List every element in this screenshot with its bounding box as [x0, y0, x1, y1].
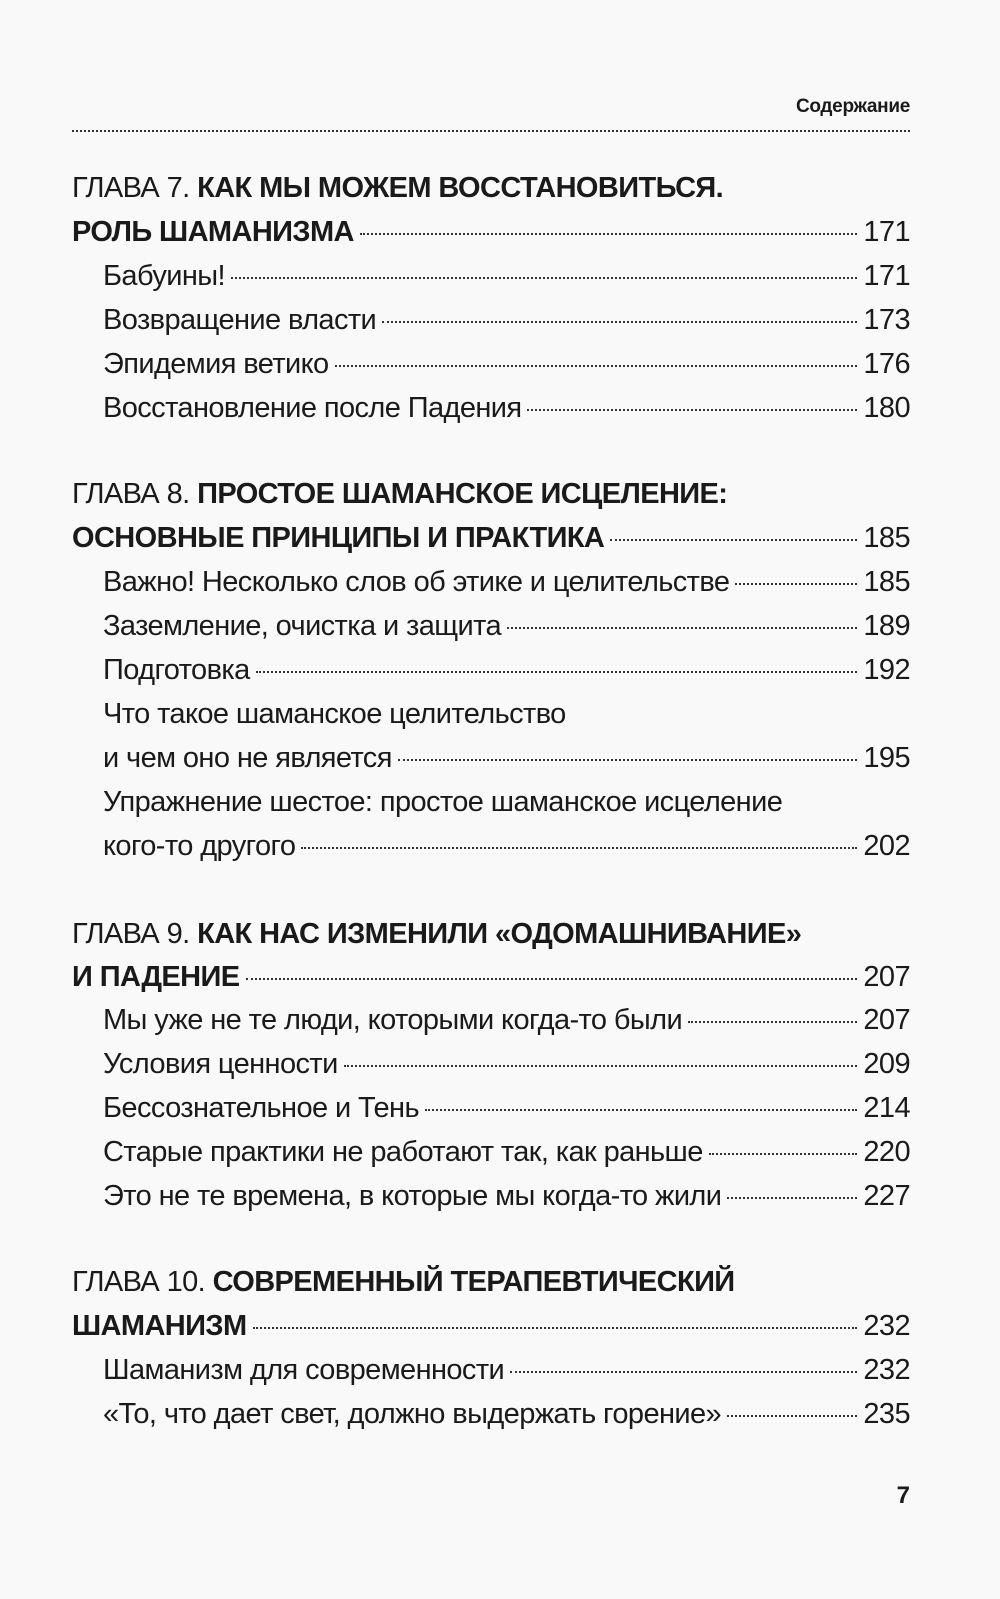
toc-entry-line: [103, 780, 910, 824]
toc-entry: [103, 1130, 910, 1174]
chapter-title: ПРОСТОЕ ШАМАНСКОЕ ИСЦЕЛЕНИЕ:: [197, 478, 728, 510]
leader-dots: [246, 978, 858, 980]
page-ref: 202: [863, 830, 910, 862]
chapter-title: РОЛЬ ШАМАНИЗМА: [72, 216, 354, 248]
page-ref: 173: [863, 304, 910, 336]
page-ref: 189: [863, 610, 910, 642]
running-header: Содержание: [795, 96, 910, 117]
toc-entry: [103, 1392, 910, 1436]
entry-title: Бессознательное и Тень: [103, 1092, 419, 1124]
toc-entry: [103, 736, 910, 780]
page-ref: 207: [863, 961, 910, 993]
page-ref: 220: [863, 1136, 910, 1168]
page-ref: 232: [863, 1310, 910, 1342]
chapter-8-entry: [72, 516, 910, 560]
page-ref: 232: [863, 1354, 910, 1386]
leader-dots: [360, 233, 858, 235]
chapter-label: ГЛАВА 8.: [72, 478, 190, 510]
page-ref: 185: [863, 522, 910, 554]
chapter-title: ОСНОВНЫЕ ПРИНЦИПЫ И ПРАКТИКА: [72, 522, 605, 554]
leader-dots: [727, 1415, 857, 1417]
chapter-9-entry: [72, 955, 910, 999]
chapter-7-entry: [72, 210, 910, 254]
page-ref: 171: [863, 216, 910, 248]
chapter-title: И ПАДЕНИЕ: [72, 961, 240, 993]
toc-entry: [103, 298, 910, 342]
entry-title: Заземление, очистка и защита: [103, 610, 501, 642]
page-ref: 195: [863, 742, 910, 774]
chapter-title: СОВРЕМЕННЫЙ ТЕРАПЕВТИЧЕСКИЙ: [212, 1266, 735, 1298]
leader-dots: [507, 627, 857, 629]
entry-title: Важно! Несколько слов об этике и целительстве: [103, 566, 730, 598]
toc-entry: [103, 386, 910, 430]
entry-title: Возвращение власти: [103, 304, 377, 336]
entry-title: Условия ценности: [103, 1048, 338, 1080]
entry-title: кого-то другого: [103, 830, 296, 862]
entry-title: Это не те времена, в которые мы когда-то жили: [103, 1180, 722, 1212]
leader-dots: [527, 409, 857, 411]
header-divider: [72, 130, 910, 132]
entry-title: Эпидемия ветико: [103, 348, 329, 380]
page-ref: 180: [863, 392, 910, 424]
entry-title: Мы уже не те люди, которыми когда-то были: [103, 1004, 683, 1036]
chapter-10-heading: [72, 1260, 910, 1304]
entry-title: Упражнение шестое: простое шаманское исцеление: [103, 786, 783, 818]
toc-entry: [103, 998, 910, 1042]
entry-title: и чем оно не является: [103, 742, 392, 774]
chapter-9-heading: [72, 912, 910, 956]
leader-dots: [727, 1197, 857, 1199]
leader-dots: [301, 847, 857, 849]
leader-dots: [231, 277, 857, 279]
toc-entry: [103, 1174, 910, 1218]
toc-entry: [103, 604, 910, 648]
entry-title: Бабуины!: [103, 260, 225, 292]
entry-title: Старые практики не работают так, как раньше: [103, 1136, 703, 1168]
leader-dots: [610, 539, 857, 541]
chapter-title: КАК МЫ МОЖЕМ ВОССТАНОВИТЬСЯ.: [197, 172, 724, 204]
toc-entry: [103, 1086, 910, 1130]
toc-entry: [103, 1042, 910, 1086]
page-ref: 209: [863, 1048, 910, 1080]
chapter-label: ГЛАВА 10.: [72, 1266, 206, 1298]
toc-entry: [103, 824, 910, 868]
chapter-10-entry: [72, 1304, 910, 1348]
page-ref: 227: [863, 1180, 910, 1212]
entry-title: Подготовка: [103, 654, 250, 686]
leader-dots: [398, 759, 858, 761]
leader-dots: [688, 1021, 857, 1023]
leader-dots: [344, 1065, 858, 1067]
page-ref: 185: [863, 566, 910, 598]
page-ref: 214: [863, 1092, 910, 1124]
chapter-label: ГЛАВА 9.: [72, 918, 190, 950]
leader-dots: [335, 365, 858, 367]
leader-dots: [510, 1371, 857, 1373]
entry-title: «То, что дает свет, должно выдержать горение»: [103, 1398, 722, 1430]
chapter-8-heading: [72, 472, 910, 516]
page-ref: 235: [863, 1398, 910, 1430]
page-ref: 207: [863, 1004, 910, 1036]
leader-dots: [709, 1153, 858, 1155]
leader-dots: [382, 321, 857, 323]
page-ref: 192: [863, 654, 910, 686]
page-ref: 171: [863, 260, 910, 292]
chapter-label: ГЛАВА 7.: [72, 172, 190, 204]
toc-entry: [103, 648, 910, 692]
toc-entry: [103, 560, 910, 604]
chapter-7-heading: [72, 166, 910, 210]
leader-dots: [253, 1327, 858, 1329]
entry-title: Что такое шаманское целительство: [103, 698, 566, 730]
entry-title: Шаманизм для современности: [103, 1354, 505, 1386]
toc-entry: [103, 342, 910, 386]
chapter-title: ШАМАНИЗМ: [72, 1310, 247, 1342]
toc-entry: [103, 1348, 910, 1392]
page-ref: 176: [863, 348, 910, 380]
chapter-title: КАК НАС ИЗМЕНИЛИ «ОДОМАШНИВАНИЕ»: [197, 918, 802, 950]
entry-title: Восстановление после Падения: [103, 392, 522, 424]
page-number: 7: [896, 1482, 910, 1509]
leader-dots: [735, 583, 857, 585]
leader-dots: [425, 1109, 857, 1111]
toc-entry-line: [103, 692, 910, 736]
leader-dots: [256, 671, 858, 673]
toc-entry: [103, 254, 910, 298]
